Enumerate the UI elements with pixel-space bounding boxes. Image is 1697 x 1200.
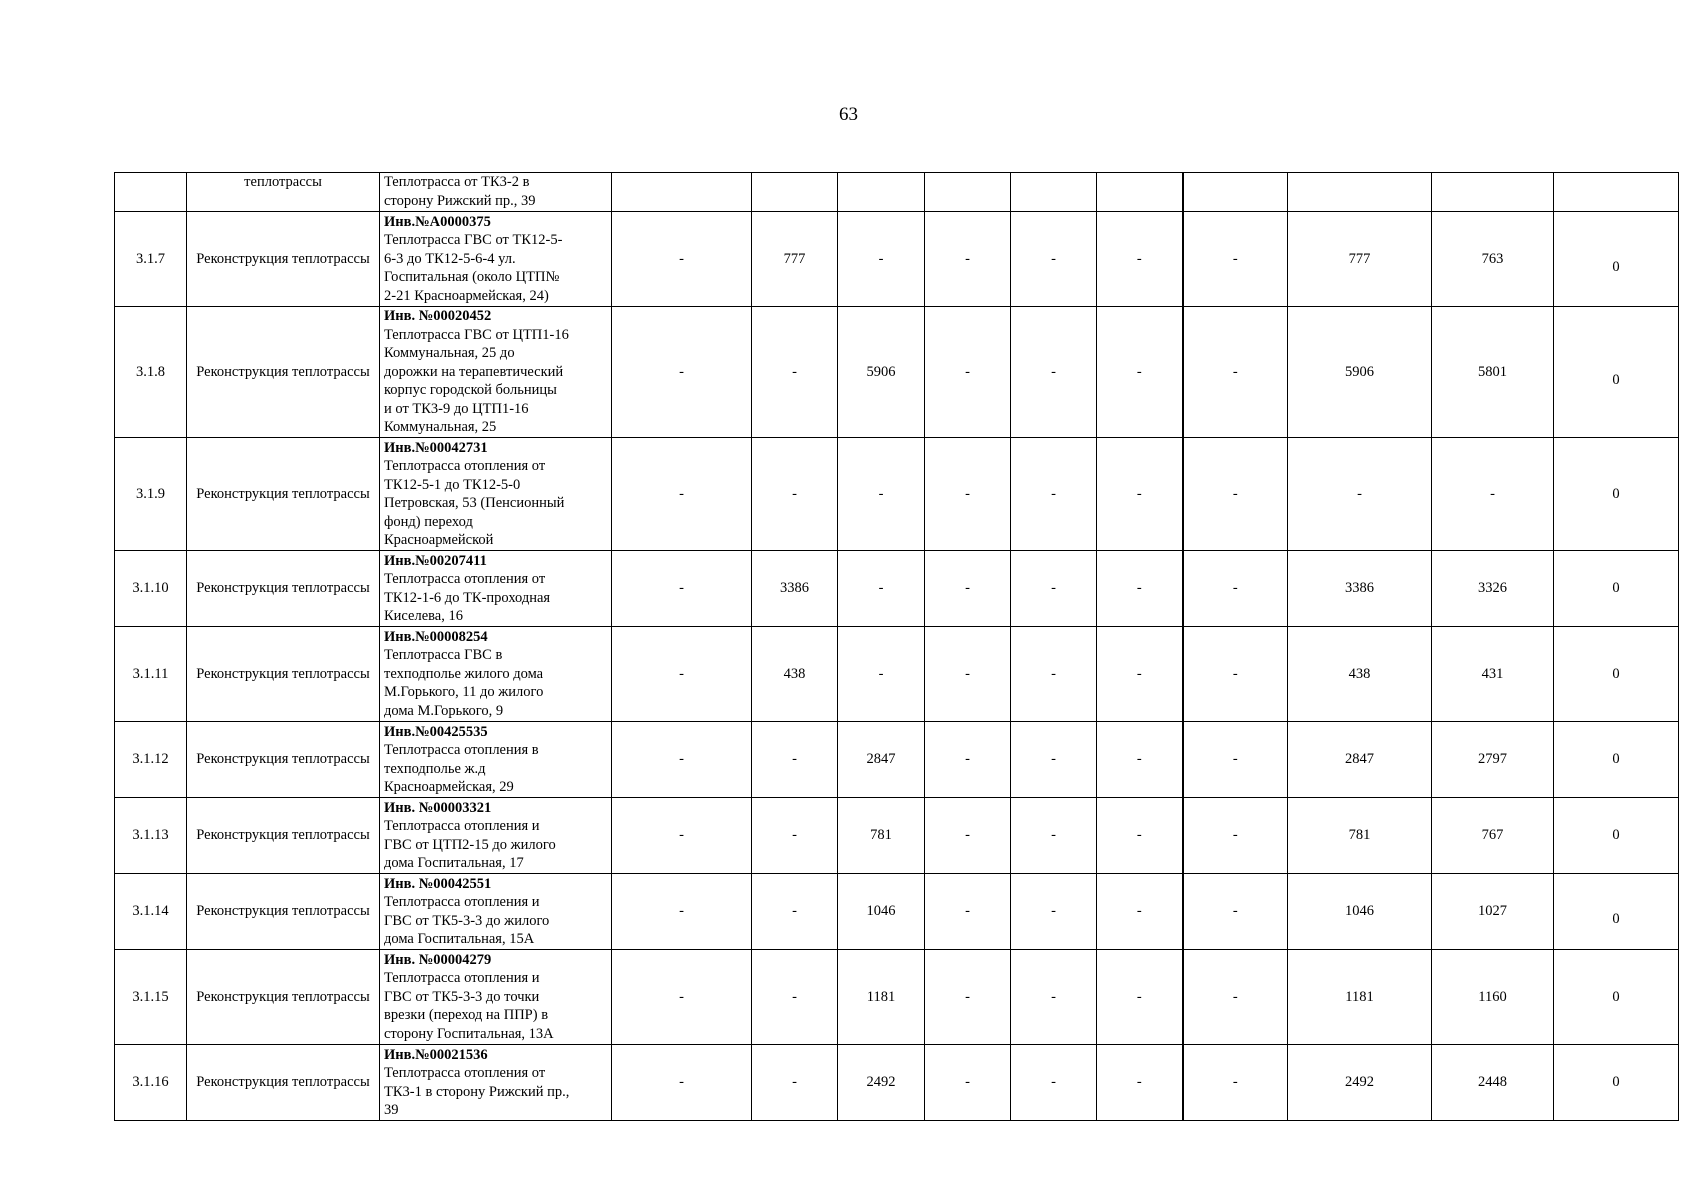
- desc-line: сторону Госпитальная, 13А: [384, 1025, 554, 1042]
- table-row: [115, 950, 1679, 1045]
- cell-value: 2847: [838, 722, 925, 798]
- cell-value: -: [1183, 950, 1288, 1045]
- cell-object-description: [380, 173, 612, 212]
- cell-value: -: [925, 627, 1011, 722]
- table-row: [115, 1045, 1679, 1121]
- cell-value: -: [1011, 1045, 1097, 1121]
- cell-value: -: [1432, 438, 1554, 551]
- desc-line: ГВС от ЦТП2-15 до жилого: [384, 836, 556, 853]
- cell-value: 3386: [1288, 551, 1432, 627]
- cell-work-type: Реконструкция теплотрассы: [187, 798, 380, 874]
- desc-line: дорожки на терапевтический: [384, 363, 564, 380]
- desc-line: ТК12-1-6 до ТК-проходная: [384, 589, 551, 606]
- cell-num: 3.1.7: [115, 212, 187, 307]
- desc-line: Теплотрасса ГВС в: [384, 647, 503, 664]
- desc-line: дома Госпитальная, 17: [384, 855, 524, 871]
- cell-value: -: [612, 874, 752, 950]
- cell-value: -: [612, 551, 752, 627]
- cell-value: 777: [752, 212, 838, 307]
- cell-value: 0: [1554, 722, 1679, 798]
- cell-value: -: [612, 627, 752, 722]
- cell-value: [925, 173, 1011, 212]
- cell-value: 1046: [1288, 874, 1432, 950]
- table-row: [115, 212, 1679, 307]
- cell-value: 438: [1288, 627, 1432, 722]
- desc-line: техподполье ж.д: [384, 760, 486, 777]
- cell-work-type: Реконструкция теплотрассы: [187, 722, 380, 798]
- inventory-number: Инв.№00021536: [384, 1046, 488, 1063]
- cell-object-description: [380, 551, 612, 627]
- desc-line: сторону Рижский пр., 39: [384, 192, 536, 209]
- cell-work-type: Реконструкция теплотрассы: [187, 874, 380, 950]
- cell-value: -: [1183, 798, 1288, 874]
- cell-value: -: [1183, 627, 1288, 722]
- cell-object-description: [380, 627, 612, 722]
- cell-value: -: [1011, 212, 1097, 307]
- desc-line: Киселева, 16: [384, 608, 463, 624]
- cell-value: -: [1011, 874, 1097, 950]
- desc-line: врезки (переход на ППР) в: [384, 1007, 549, 1024]
- cell-value: 431: [1432, 627, 1554, 722]
- cell-value: -: [925, 438, 1011, 551]
- cell-num: 3.1.16: [115, 1045, 187, 1121]
- cell-value: -: [838, 551, 925, 627]
- cell-value: 2492: [1288, 1045, 1432, 1121]
- rows-body: [115, 212, 1679, 1121]
- cell-num: 3.1.15: [115, 950, 187, 1045]
- cell-num: [115, 173, 187, 212]
- cell-value: -: [752, 1045, 838, 1121]
- desc-line: Коммунальная, 25 до: [384, 345, 515, 362]
- cell-value: 5906: [838, 307, 925, 438]
- cell-value: 1160: [1432, 950, 1554, 1045]
- table-row: [115, 627, 1679, 722]
- cell-value: -: [752, 307, 838, 438]
- inventory-number: Инв. №00003321: [384, 799, 492, 816]
- cell-value: 5801: [1432, 307, 1554, 438]
- cell-object-description: [380, 307, 612, 438]
- table-row: [115, 874, 1679, 950]
- table-row: [115, 438, 1679, 551]
- inventory-number: Инв. №00004279: [384, 951, 492, 968]
- inventory-number: Инв.№00042731: [384, 439, 488, 456]
- cell-value: 1027: [1432, 874, 1554, 950]
- desc-line: 6-3 до ТК12-5-6-4 ул.: [384, 250, 516, 267]
- page-number: 63: [839, 104, 858, 125]
- cell-value: [1288, 173, 1432, 212]
- cell-value: -: [752, 874, 838, 950]
- cell-value: -: [1011, 551, 1097, 627]
- cell-value: 0: [1554, 307, 1679, 438]
- desc-line: Теплотрасса отопления от: [384, 458, 546, 474]
- cell-value: 763: [1432, 212, 1554, 307]
- desc-line: Теплотрасса отопления и: [384, 970, 540, 987]
- desc-line: Теплотрасса ГВС от ТК12-5-: [384, 232, 563, 249]
- cell-work-type: Реконструкция теплотрассы: [187, 438, 380, 551]
- cell-value: -: [925, 212, 1011, 307]
- cell-value: -: [1097, 950, 1183, 1045]
- inventory-number: Инв.№А0000375: [384, 213, 491, 230]
- desc-line: Теплотрасса ГВС от ЦТП1-16: [384, 326, 569, 343]
- cell-work-type: теплотрассы: [187, 173, 380, 212]
- cell-value: -: [1183, 722, 1288, 798]
- desc-line: дома М.Горького, 9: [384, 702, 504, 719]
- desc-line: 2-21 Красноармейская, 24): [384, 287, 549, 304]
- desc-line: Теплотрасса отопления и: [384, 818, 540, 834]
- table-row: [115, 551, 1679, 627]
- cell-value: -: [1183, 551, 1288, 627]
- desc-line: М.Горького, 11 до жилого: [384, 684, 544, 701]
- cell-object-description: [380, 798, 612, 874]
- cell-value: [838, 173, 925, 212]
- cell-value: 3386: [752, 551, 838, 627]
- cell-value: 0: [1554, 950, 1679, 1045]
- inventory-number: Инв.№00008254: [384, 628, 488, 645]
- cell-value: 0: [1554, 1045, 1679, 1121]
- cell-value: -: [752, 950, 838, 1045]
- cell-value: -: [1011, 627, 1097, 722]
- cell-num: 3.1.13: [115, 798, 187, 874]
- cell-value: -: [1097, 1045, 1183, 1121]
- desc-line: Теплотрасса отопления от: [384, 571, 546, 587]
- cell-value: [1011, 173, 1097, 212]
- cell-work-type: Реконструкция теплотрассы: [187, 307, 380, 438]
- cell-work-type: Реконструкция теплотрассы: [187, 212, 380, 307]
- cell-value: -: [1183, 874, 1288, 950]
- cell-value: -: [612, 438, 752, 551]
- cell-value: -: [925, 307, 1011, 438]
- cell-value: 0: [1554, 874, 1679, 950]
- inventory-number: Инв. №00020452: [384, 308, 492, 325]
- cell-value: 2492: [838, 1045, 925, 1121]
- cell-value: 0: [1554, 798, 1679, 874]
- cell-value: -: [925, 874, 1011, 950]
- cell-value: [1554, 173, 1679, 212]
- desc-line: Госпитальная (около ЦТП№: [384, 269, 560, 286]
- cell-value: 1181: [838, 950, 925, 1045]
- desc-line: Теплотрасса отопления в: [384, 742, 539, 758]
- cell-value: -: [1097, 627, 1183, 722]
- cell-value: -: [1097, 212, 1183, 307]
- cell-value: -: [1183, 307, 1288, 438]
- cell-value: [1432, 173, 1554, 212]
- cell-value: -: [1011, 307, 1097, 438]
- cell-value: 2797: [1432, 722, 1554, 798]
- cell-value: 2847: [1288, 722, 1432, 798]
- inventory-number: Инв.№00207411: [384, 552, 487, 569]
- desc-line: Красноармейская, 29: [384, 779, 514, 795]
- cell-value: -: [1097, 551, 1183, 627]
- cell-value: 0: [1554, 551, 1679, 627]
- cell-value: 767: [1432, 798, 1554, 874]
- desc-line: техподполье жилого дома: [384, 665, 544, 682]
- desc-line: ТК12-5-1 до ТК12-5-0: [384, 476, 521, 493]
- cell-object-description: [380, 950, 612, 1045]
- cell-value: 3326: [1432, 551, 1554, 627]
- desc-line: и от ТК3-9 до ЦТП1-16: [384, 400, 529, 417]
- cell-num: 3.1.12: [115, 722, 187, 798]
- desc-line: Коммунальная, 25: [384, 419, 497, 436]
- desc-line: Красноармейской: [384, 532, 494, 548]
- cell-value: -: [925, 798, 1011, 874]
- cell-value: 438: [752, 627, 838, 722]
- cell-num: 3.1.10: [115, 551, 187, 627]
- cell-value: -: [1288, 438, 1432, 551]
- cell-value: -: [1097, 722, 1183, 798]
- cell-value: 781: [1288, 798, 1432, 874]
- desc-line: Петровская, 53 (Пенсионный: [384, 495, 565, 511]
- cell-value: -: [612, 307, 752, 438]
- desc-line: корпус городской больницы: [384, 382, 557, 399]
- cell-work-type: Реконструкция теплотрассы: [187, 627, 380, 722]
- cell-value: [612, 173, 752, 212]
- desc-line: ТК3-1 в сторону Рижский пр.,: [384, 1083, 570, 1100]
- cell-object-description: [380, 212, 612, 307]
- cell-work-type: Реконструкция теплотрассы: [187, 950, 380, 1045]
- cell-value: 0: [1554, 438, 1679, 551]
- cell-value: -: [612, 212, 752, 307]
- cell-value: [1183, 173, 1288, 212]
- cell-value: -: [1011, 438, 1097, 551]
- cell-value: -: [1097, 438, 1183, 551]
- desc-line: ГВС от ТК5-3-3 до точки: [384, 988, 540, 1005]
- cell-value: -: [1097, 307, 1183, 438]
- cell-value: [752, 173, 838, 212]
- cell-value: -: [925, 722, 1011, 798]
- cell-value: -: [838, 438, 925, 551]
- cell-value: -: [1097, 798, 1183, 874]
- desc-line: Теплотрасса отопления и: [384, 894, 540, 910]
- cell-value: 781: [838, 798, 925, 874]
- cell-num: 3.1.8: [115, 307, 187, 438]
- cell-value: 1181: [1288, 950, 1432, 1045]
- cell-object-description: [380, 438, 612, 551]
- cell-object-description: [380, 874, 612, 950]
- cell-value: -: [1183, 1045, 1288, 1121]
- cell-value: -: [752, 438, 838, 551]
- cell-value: -: [1097, 874, 1183, 950]
- cell-value: -: [1011, 722, 1097, 798]
- cell-object-description: [380, 722, 612, 798]
- cell-value: 5906: [1288, 307, 1432, 438]
- cell-value: -: [838, 627, 925, 722]
- cell-value: 0: [1554, 212, 1679, 307]
- cell-value: 2448: [1432, 1045, 1554, 1121]
- table-row: [115, 722, 1679, 798]
- cell-value: [1097, 173, 1183, 212]
- investment-table: [114, 172, 1679, 1121]
- cell-value: -: [838, 212, 925, 307]
- desc-line: 39: [384, 1102, 399, 1118]
- inventory-number: Инв. №00042551: [384, 875, 492, 892]
- table-row: [115, 307, 1679, 438]
- cell-num: 3.1.14: [115, 874, 187, 950]
- cell-work-type: Реконструкция теплотрассы: [187, 551, 380, 627]
- cell-value: -: [1183, 212, 1288, 307]
- cell-value: -: [1011, 798, 1097, 874]
- cell-value: -: [925, 1045, 1011, 1121]
- inventory-number: Инв.№00425535: [384, 723, 488, 740]
- cell-work-type: Реконструкция теплотрассы: [187, 1045, 380, 1121]
- cell-value: -: [612, 1045, 752, 1121]
- cell-value: 0: [1554, 627, 1679, 722]
- desc-line: Теплотрасса от ТК3-2 в: [384, 174, 530, 190]
- table-row: [115, 798, 1679, 874]
- cell-value: -: [1183, 438, 1288, 551]
- cell-value: 777: [1288, 212, 1432, 307]
- cell-value: -: [1011, 950, 1097, 1045]
- cell-num: 3.1.11: [115, 627, 187, 722]
- cell-value: -: [925, 551, 1011, 627]
- cell-value: 1046: [838, 874, 925, 950]
- desc-line: дома Госпитальная, 15А: [384, 931, 535, 947]
- continued-row: [115, 173, 1679, 212]
- cell-value: -: [612, 950, 752, 1045]
- cell-value: -: [752, 722, 838, 798]
- cell-value: -: [925, 950, 1011, 1045]
- desc-line: ГВС от ТК5-3-3 до жилого: [384, 912, 550, 929]
- cell-value: -: [612, 798, 752, 874]
- cell-object-description: [380, 1045, 612, 1121]
- cell-value: -: [612, 722, 752, 798]
- cell-num: 3.1.9: [115, 438, 187, 551]
- cell-value: -: [752, 798, 838, 874]
- desc-line: фонд) переход: [384, 513, 473, 530]
- desc-line: Теплотрасса отопления от: [384, 1065, 546, 1081]
